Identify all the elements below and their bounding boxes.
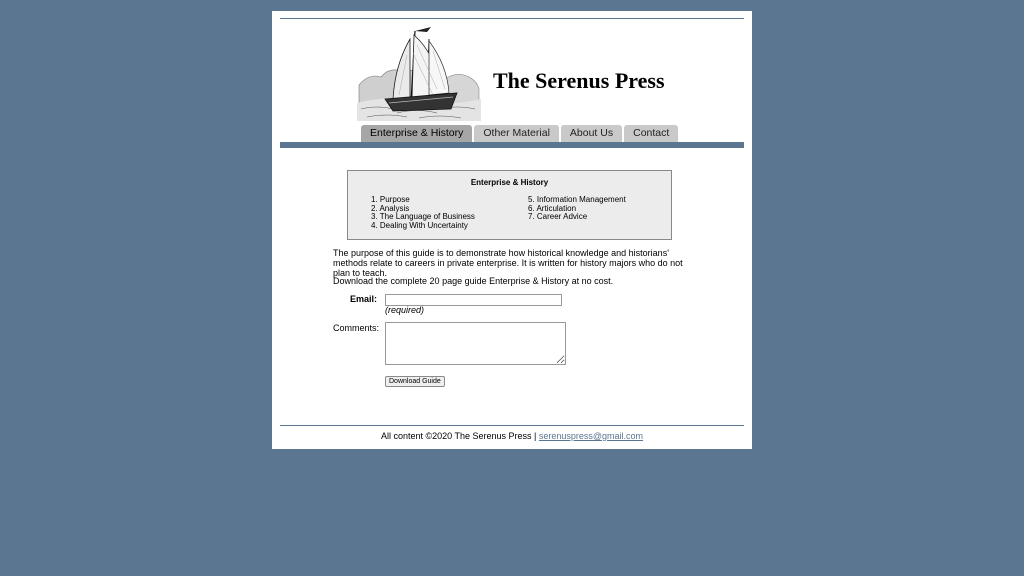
- comments-field[interactable]: [385, 322, 566, 365]
- nav-tabs: [361, 125, 678, 142]
- toc-item-articulation: 6. Articulation: [528, 203, 577, 213]
- footer-email-link[interactable]: serenuspress@gmail.com: [538, 431, 644, 441]
- intro-paragraph: The purpose of this guide is to demonstrate how historical knowledge and historians' methods relate to careers in private enterprise. It is written for history majors who do not plan to teach.: [333, 248, 683, 278]
- required-note: (required): [385, 305, 425, 315]
- tab-about-us[interactable]: About Us: [561, 125, 622, 142]
- download-description: Download the complete 20 page guide Enterprise & History at no cost.: [333, 276, 614, 286]
- site-title: The Serenus Press: [493, 68, 665, 93]
- toc-column-right: [528, 196, 626, 222]
- toc-item-analysis: 2. Analysis: [371, 203, 410, 213]
- page-container: [272, 11, 752, 449]
- top-divider: [280, 18, 744, 19]
- tab-other-material[interactable]: Other Material: [474, 125, 559, 142]
- sailing-ship-engraving-icon: [357, 25, 481, 121]
- footer-copyright: All content ©2020 The Serenus Press |: [380, 431, 539, 441]
- tab-enterprise-history[interactable]: Enterprise & History: [361, 125, 472, 142]
- toc-title: Enterprise & History: [470, 178, 549, 187]
- toc-column-left: [371, 196, 475, 230]
- toc-item-language-of-business: 3. The Language of Business: [371, 212, 475, 221]
- download-guide-button[interactable]: Download Guide: [385, 376, 445, 387]
- toc-item-dealing-with-uncertainty: 4. Dealing With Uncertainty: [371, 220, 468, 230]
- tab-contact[interactable]: Contact: [624, 125, 678, 142]
- toc-item-career-advice: 7. Career Advice: [528, 212, 588, 221]
- table-of-contents: [347, 170, 672, 240]
- footer-divider: [280, 425, 744, 426]
- toc-item-purpose: 1. Purpose: [371, 195, 410, 204]
- toc-item-information-management: 5. Information Management: [528, 195, 626, 204]
- footer: [272, 431, 752, 441]
- email-label: Email:: [350, 294, 378, 304]
- comments-label: Comments:: [333, 323, 380, 333]
- nav-bar-underline: [280, 142, 744, 148]
